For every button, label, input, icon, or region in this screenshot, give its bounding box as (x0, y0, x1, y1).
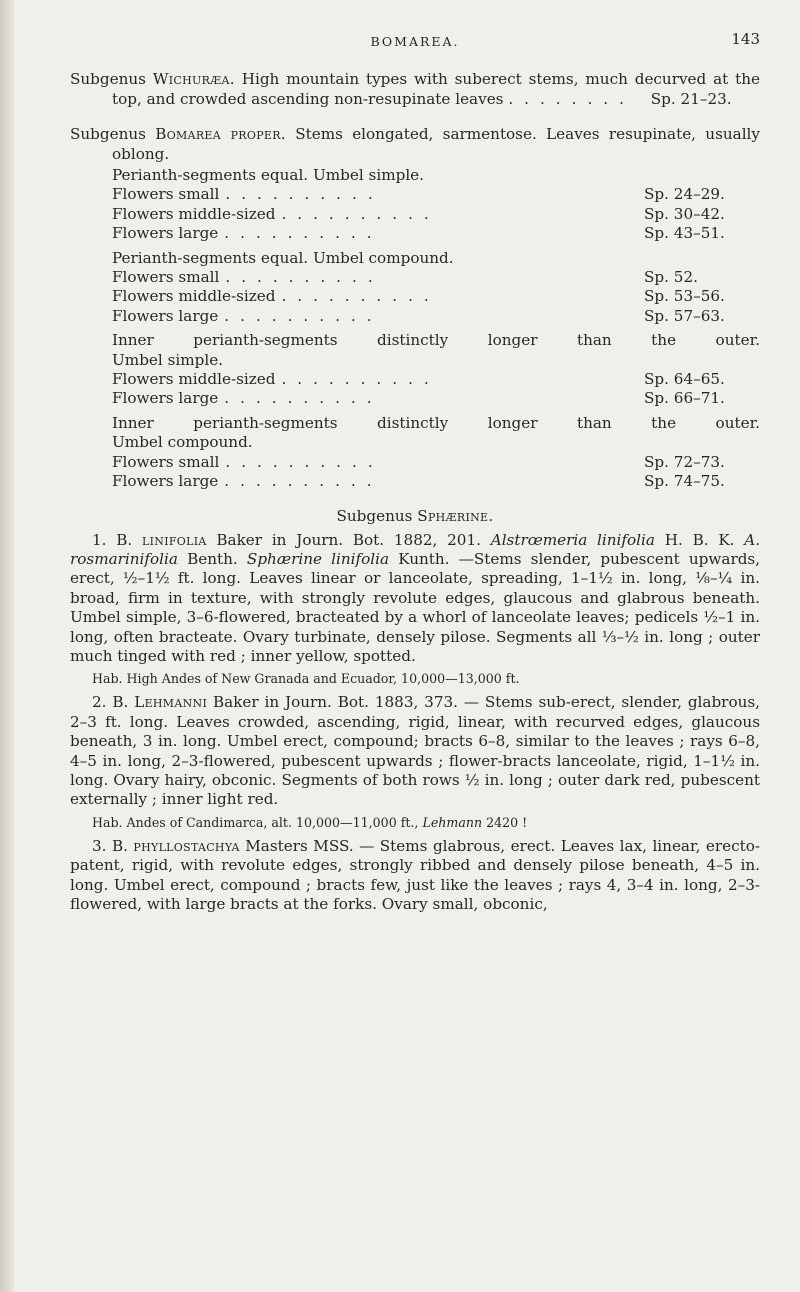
key-range: Sp. 64–65. (644, 370, 725, 389)
species-name: linifolia (142, 530, 207, 549)
key-row: Flowers small .......... Sp. 52. (70, 268, 760, 287)
species-entry-2 (70, 693, 760, 809)
species-entry-1 (70, 531, 760, 667)
species-citation: Baker in Journ. Bot. 1883, 373. (212, 693, 458, 712)
key-range: Sp. 30–42. (644, 204, 725, 223)
species-number: 2. B. (92, 693, 129, 712)
subgenus-description: Stems elongated, sarmentose. Leaves resupinate, usually oblong. (112, 125, 760, 163)
synonym-author: Kunth. (398, 549, 450, 568)
key-row: Flowers large .......... Sp. 43–51. (70, 224, 760, 243)
page-header (70, 30, 760, 64)
species-description: — Stems sub-erect, slender, glabrous, 2–3 ft. long. Leaves crowded, ascending, rigid, linear, with recurved edges, glaucous beneath, 3 in. long. Umbel erect, compound; bracts 6–8, similar to the leaves ; rays 6–8, 4–5 in. long, 2–3-flowered, pubescent upwards ; flower-bracts lanceolate, rigid, 1–1½ in. long. Ovary hairy, obconic. Segments of both rows ½ in. long ; outer dark red, pubescent externally ; inner light red. (70, 693, 760, 809)
species-citation: Baker in Journ. Bot. 1882, 201. (216, 530, 481, 549)
key-label: Flowers middle-sized (112, 287, 276, 306)
species-name: phyllostachya (133, 836, 240, 855)
species-number: 3. B. (92, 836, 128, 855)
subgenus-wichuraea (70, 70, 760, 109)
synonym-author: H. B. K. (664, 530, 735, 549)
key-group-1 (70, 166, 760, 244)
synonym: A. rosmarinifolia (70, 530, 761, 568)
key-range: Sp. 66–71. (644, 389, 725, 408)
key-group-3 (70, 331, 760, 409)
key-label: Flowers large (112, 306, 219, 325)
species-entry-3 (70, 837, 760, 915)
synonym: Alstrœmeria linifolia (490, 530, 655, 549)
leader-dots: ........ (508, 89, 651, 108)
key-range: Sp. 72–73. (644, 452, 725, 471)
key-label: Flowers large (112, 389, 219, 408)
habitat-text: Hab. Andes of Candimarca, alt. 10,000—11,000 ft., (92, 814, 419, 830)
collector-name: Lehmann (422, 814, 483, 830)
species-habitat: Hab. High Andes of New Granada and Ecuador, 10,000—13,000 ft. (92, 671, 520, 687)
key-group-2 (70, 249, 760, 327)
subgenus-name: Wichuræa. (152, 70, 235, 88)
synonym: Sphærine linifolia (246, 549, 390, 568)
subgenus-label: Subgenus (336, 506, 413, 525)
key-row: Flowers middle-sized .......... Sp. 30–42. (70, 205, 760, 224)
key-row: Flowers large .......... Sp. 57–63. (70, 307, 760, 326)
key-label: Flowers large (112, 224, 219, 243)
page (70, 30, 760, 1270)
key-row: Flowers small .......... Sp. 24–29. (70, 185, 760, 204)
key-label: Flowers small (112, 185, 220, 204)
key-row: Flowers large .......... Sp. 74–75. (70, 472, 760, 491)
subgenus-bomarea-proper (70, 125, 760, 164)
key-group-4 (70, 414, 760, 492)
subgenus-sphaerine-heading (70, 507, 760, 525)
key-label: Flowers small (112, 452, 220, 471)
synonym-author: Benth. (187, 549, 238, 568)
species-habitat (70, 814, 760, 831)
subgenus-label: Subgenus (70, 125, 146, 143)
key-range: Sp. 43–51. (644, 224, 725, 243)
species-number: 1. B. (92, 530, 133, 549)
species-range: Sp. 21–23. (650, 89, 732, 108)
key-range: Sp. 53–56. (644, 287, 725, 306)
key-range: Sp. 52. (644, 268, 698, 287)
key-heading: Perianth-segments equal. Umbel simple. (112, 166, 424, 184)
key-label: Flowers middle-sized (112, 204, 276, 223)
key-label: Flowers large (112, 472, 219, 491)
key-range: Sp. 24–29. (644, 185, 725, 204)
key-label: Flowers small (112, 268, 220, 287)
key-range: Sp. 74–75. (644, 472, 725, 491)
running-head: BOMAREA. (370, 34, 460, 49)
key-subheading: Umbel simple. (112, 350, 224, 369)
key-range: Sp. 57–63. (644, 306, 725, 325)
key-heading: Inner perianth-segments distinctly longer than the outer. (112, 331, 760, 350)
key-heading: Perianth-segments equal. Umbel compound. (112, 248, 454, 267)
subgenus-label: Subgenus (70, 70, 146, 88)
species-description: —Stems slender, pubescent upwards, erect, ½–1½ ft. long. Leaves linear or lanceolate, spreading, 1–1½ in. long, ⅛–¼ in. broad, firm in texture, with strongly revolute edges, glaucous and glabrous beneath. Umbel simple, 3–6-flowered, bracteated by a whorl of lanceolate leaves; pedicels ½–1 in. long, often bracteate. Ovary turbinate, densely pilose. Segments all ⅓–½ in. long ; outer much tinged with red ; inner yellow, spotted. (70, 549, 761, 665)
species-description: — Stems glabrous, erect. Leaves lax, linear, erecto-patent, rigid, with revolute edges, strongly ribbed and densely pilose beneath, 4–5 in. long. Umbel erect, compound ; bracts few, just like the leaves ; rays 4, 3–4 in. long, 2–3-flowered, with large bracts at the forks. Ovary small, obconic, (70, 836, 760, 913)
collector-number: 2420 ! (486, 814, 528, 830)
key-label: Flowers middle-sized (112, 370, 276, 389)
subgenus-description: High mountain types with suberect stems, much decurved at the top, and crowded ascending non-resupinate leaves (112, 70, 761, 108)
page-number: 143 (731, 30, 760, 48)
species-name: Lehmanni (134, 693, 208, 712)
book-spine-edge (0, 0, 14, 1292)
key-heading: Inner perianth-segments distinctly longer than the outer. (112, 413, 760, 432)
subgenus-name: Bomarea proper. (155, 125, 286, 143)
key-row: Flowers small .......... Sp. 72–73. (70, 453, 760, 472)
key-row: Flowers large .......... Sp. 66–71. (70, 389, 760, 408)
species-citation: Masters MSS. (245, 836, 354, 855)
key-row: Flowers middle-sized .......... Sp. 64–65. (70, 370, 760, 389)
subgenus-name: Sphærine. (417, 506, 494, 525)
key-row: Flowers middle-sized .......... Sp. 53–56. (70, 287, 760, 306)
key-subheading: Umbel compound. (112, 433, 253, 452)
